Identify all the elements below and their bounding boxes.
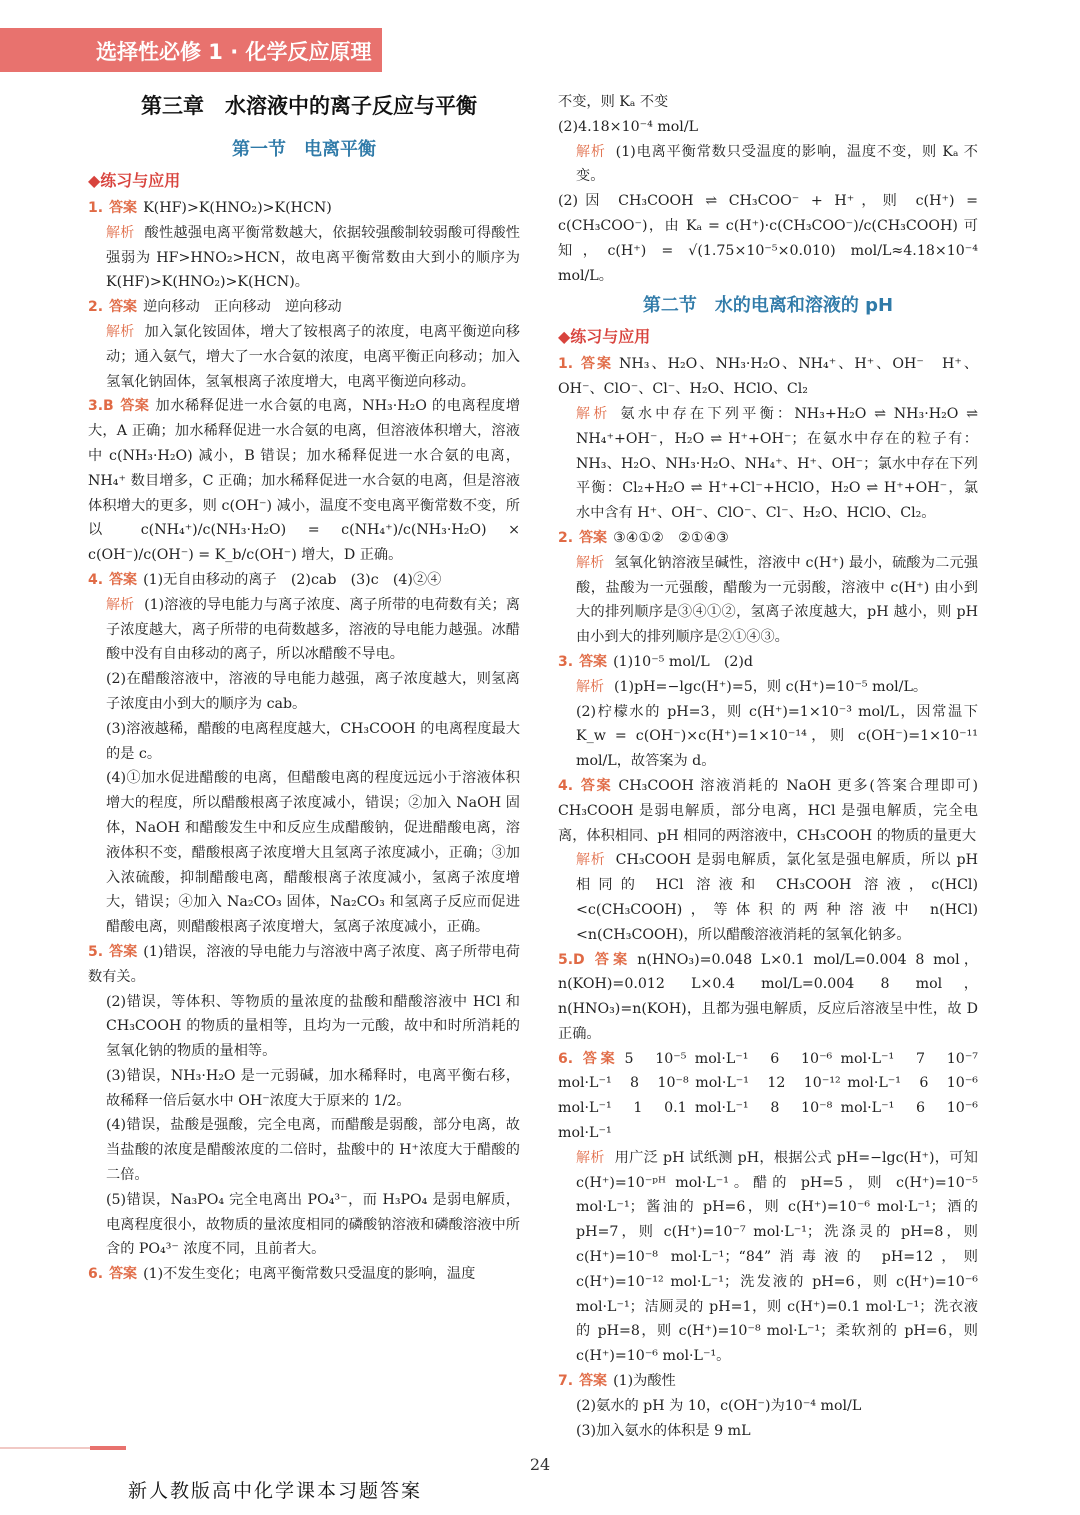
answer-number: 1. [558, 356, 574, 373]
text-block [558, 526, 978, 551]
analysis-text: 用广泛 pH 试纸测 pH，根据公式 pH=−lgc(H⁺)，可知 c(H⁺)=10⁻ᵖᴴ mol·L⁻¹。醋的 pH=5，则 c(H⁺)=10⁻⁵ mol·L⁻¹；酱油的 pH=6，则 c(H⁺)=10⁻⁶ mol·L⁻¹；酒的 pH=7，则 c(H⁺)=10⁻⁷ mol·L⁻¹；洗涤灵的 pH=8，则 c(H⁺)=10⁻⁸ mol·L⁻¹；“84”消毒液的 pH=12，则 c(H⁺)=10⁻¹² mol·L⁻¹；洗发液的 pH=6，则 c(H⁺)=10⁻⁶ mol·L⁻¹；洁厕灵的 pH=1，则 c(H⁺)=0.1 mol·L⁻¹；洗衣液的 pH=8，则 c(H⁺)=10⁻⁸ mol·L⁻¹；柔软剂的 pH=6，则 c(H⁺)=10⁻⁶ mol·L⁻¹。 [576, 1149, 978, 1365]
text-block [88, 766, 520, 940]
text-block [558, 140, 978, 190]
analysis-text: 加入氯化铵固体，增大了铵根离子的浓度，电离平衡逆向移动；通入氨气，增大了一水合氨的浓度，电离平衡正向移动；加入氢氧化钠固体，氢氧根离子浓度增大，电离平衡逆向移动。 [106, 323, 520, 390]
text-block [558, 352, 978, 402]
answer-tag: 答案 [579, 1050, 619, 1067]
answer-text: NH₃、H₂O、NH₃·H₂O、NH₄⁺、H⁺、OH⁻ H⁺、OH⁻、ClO⁻、Cl⁻、H₂O、HClO、Cl₂ [558, 356, 979, 398]
text-block [88, 221, 520, 295]
answer-text: (1)不发生变化；电离平衡常数只受温度的影响，温度 [143, 1266, 476, 1283]
answer-tag: 答案 [579, 1373, 608, 1390]
answer-tag: 答案 [109, 1266, 138, 1283]
text-block [558, 948, 978, 1047]
answer-tag: 答案 [579, 777, 613, 794]
answer-text: (1)无自由移动的离子 (2)cab (3)c (4)②④ [143, 571, 442, 588]
text-block [88, 990, 520, 1064]
paragraph-text: (4)①加水促进醋酸的电离，但醋酸电离的程度远远小于溶液体积增大的程度，所以醋酸根离子浓度减小，错误；②加入 NaOH 固体，NaOH 和醋酸发生中和反应生成醋酸钠，促进醋酸电离，溶液体积不变，醋酸根离子浓度增大且氢离子浓度减小，正确；③加入浓硫酸，抑制醋酸电离，醋酸根离子浓度减小，氢离子浓度增大，错误；④加入 Na₂CO₃ 固体，Na₂CO₃ 和氢离子反应而促进醋酸电离，则醋酸根离子浓度增大，氢离子浓度减小，正确。 [106, 770, 520, 936]
answer-tag: 答案 [579, 356, 613, 373]
answer-number: 2. [558, 529, 574, 546]
text-block [558, 1419, 978, 1444]
analysis-tag: 解析 [576, 1149, 605, 1166]
answer-number: 5. [88, 943, 104, 960]
paragraph-text: (2)在醋酸溶液中，溶液的导电能力越强，离子浓度越大，则氢离子浓度由小到大的顺序为 cab。 [106, 671, 520, 712]
answer-number: 5.D [558, 951, 585, 968]
text-block [558, 650, 978, 675]
answer-text: (1)10⁻⁵ mol/L (2)d [613, 653, 753, 670]
book-title: 选择性必修 1 · 化学反应原理 [96, 40, 372, 64]
practice-heading-1: ◆练习与应用 [88, 171, 181, 190]
section-title-1: 第一节 电离平衡 [232, 139, 376, 160]
text-block [88, 940, 520, 990]
text-block [558, 774, 993, 848]
footer-title: 新人教版高中化学课本习题答案 [128, 1480, 423, 1502]
answer-text: 加水稀释促进一水合氨的电离，NH₃·H₂O 的电离程度增大，A 正确；加水稀释促进一水合氨的电离，但溶液体积增大，溶液中 c(NH₃·H₂O) 减小，B 错误；加水稀释促进一水合氨的电离，NH₄⁺ 数目增多，C 正确；加水稀释促进一水合氨的电离，但是溶液体积增大的更多，则 c(OH⁻) 减小，温度不变电离平衡常数不变，所以 c(NH₄⁺)/c(NH₃·H₂O) = c(NH₄⁺)/c(NH₃·H₂O) × c(OH⁻)/c(OH⁻) = K_b/c(OH⁻) 增大，D 正确。 [88, 398, 521, 564]
page-number: 24 [529, 1455, 551, 1474]
answer-tag: 答案 [579, 529, 608, 546]
answer-number: 2. [88, 299, 104, 316]
text-block [558, 848, 978, 947]
analysis-text: (1)溶液的导电能力与离子浓度、离子所带的电荷数有关；离子浓度越大，离子所带的电荷数越多，溶液的导电能力越强。冰醋酸中没有自由移动的离子，所以冰醋酸不导电。 [106, 596, 520, 663]
analysis-text: CH₃COOH 是弱电解质，氯化氢是强电解质，所以 pH 相同的 HCl 溶液和 CH₃COOH 溶液，c(HCl)<c(CH₃COOH)，等体积的两种溶液中 n(HCl)<n(CH₃COOH)，所以醋酸溶液消耗的氢氧化钠多。 [576, 852, 979, 943]
answer-list-right [558, 352, 993, 1443]
paragraph-text: (2)柠檬水的 pH=3，则 c(H⁺)=1×10⁻³ mol/L，因常温下 K_w = c(OH⁻)×c(H⁺)=1×10⁻¹⁴，则 c(OH⁻)=1×10⁻¹¹ mol/L，故答案为 d。 [576, 703, 978, 770]
right-column [558, 90, 993, 1443]
analysis-tag: 解析 [576, 405, 611, 422]
answer-number: 3.B [88, 398, 114, 415]
paragraph-text: (2)因 CH₃COOH ⇌ CH₃COO⁻ + H⁺，则 c(H⁺) = c(CH₃COO⁻)，由 Kₐ = c(H⁺)·c(CH₃COO⁻)/c(CH₃COOH) 可知，c(H⁺) = √(1.75×10⁻⁵×0.010) mol/L≈4.18×10⁻⁴ mol/L。 [558, 193, 978, 284]
analysis-tag: 解析 [576, 554, 605, 571]
text-block [558, 115, 978, 140]
analysis-text: (1)pH=−lgc(H⁺)=5，则 c(H⁺)=10⁻⁵ mol/L。 [614, 678, 928, 695]
paragraph-text: (3)溶液越稀，醋酸的电离程度越大，CH₃COOH 的电离程度最大的是 c。 [106, 720, 520, 762]
answer-text: ③④①② ②①④③ [613, 529, 730, 546]
answer-list-right-top [558, 90, 978, 288]
text-block [558, 1146, 978, 1369]
answer-number: 6. [558, 1050, 574, 1067]
footer-accent [90, 1446, 126, 1450]
text-block [558, 551, 978, 650]
analysis-tag: 解析 [576, 143, 606, 160]
left-column [88, 90, 520, 1287]
analysis-tag: 解析 [106, 323, 135, 340]
answer-tag: 答案 [109, 200, 138, 216]
answer-text: 5 10⁻⁵ mol·L⁻¹ 6 10⁻⁶ mol·L⁻¹ 7 10⁻⁷ mol·L⁻¹ 8 10⁻⁸ mol·L⁻¹ 12 10⁻¹² mol·L⁻¹ 6 10⁻⁶ mol·L⁻¹ 1 0.1 mol·L⁻¹ 8 10⁻⁸ mol·L⁻¹ 6 10⁻⁶ mol·L⁻¹ [558, 1050, 978, 1142]
answer-text: (1)为酸性 [613, 1373, 676, 1390]
answer-number: 3. [558, 653, 574, 670]
paragraph-text: (3)错误，NH₃·H₂O 是一元弱碱，加水稀释时，电离平衡右移，故稀释一倍后氨水中 OH⁻浓度大于原来的 1/2。 [106, 1067, 520, 1109]
answer-number: 7. [558, 1373, 574, 1390]
text-block [558, 1394, 978, 1419]
answer-tag: 答案 [579, 653, 608, 670]
answer-tag: 答案 [109, 299, 138, 316]
answer-tag: 答案 [109, 943, 138, 960]
analysis-text: (1)电离平衡常数只受温度的影响，温度不变，则 Kₐ 不变。 [576, 143, 978, 185]
paragraph-text: (4)错误，盐酸是强酸，完全电离，而醋酸是弱酸，部分电离，故当盐酸的浓度是醋酸浓度的二倍时，盐酸中的 H⁺浓度大于醋酸的二倍。 [106, 1117, 520, 1184]
text-block [88, 717, 520, 767]
paragraph-text: (2)错误，等体积、等物质的量浓度的盐酸和醋酸溶液中 HCl 和 CH₃COOH 的物质的量相等，且均为一元酸，故中和时所消耗的氢氧化钠的物质的量相等。 [106, 993, 520, 1060]
analysis-tag: 解析 [106, 224, 135, 241]
answer-number: 6. [88, 1266, 104, 1283]
answer-number: 1. [88, 200, 104, 216]
text-block [88, 1262, 520, 1287]
paragraph-text: (2)4.18×10⁻⁴ mol/L [558, 118, 699, 135]
footer-rule [0, 1447, 90, 1449]
text-block [558, 90, 978, 115]
section-title-2: 第二节 水的电离和溶液的 pH [642, 295, 894, 317]
paragraph-text: 不变，则 Kₐ 不变 [558, 94, 669, 110]
paragraph-text: (5)错误，Na₃PO₄ 完全电离出 PO₄³⁻，而 H₃PO₄ 是弱电解质，电离程度很小，故物质的量浓度相同的磷酸钠溶液和磷酸溶液中所含的 PO₄³⁻ 浓度不同，且前者大。 [106, 1191, 520, 1258]
answer-number: 4. [88, 571, 104, 588]
answer-tag: 答案 [109, 571, 138, 588]
paragraph-text: (2)氨水的 pH 为 10，c(OH⁻)为10⁻⁴ mol/L [576, 1397, 862, 1414]
answer-text: (1)错误，溶液的导电能力与溶液中离子浓度、离子所带电荷数有关。 [88, 943, 520, 985]
answer-tag: 答案 [590, 951, 632, 968]
analysis-tag: 解析 [576, 678, 604, 695]
text-block [88, 667, 520, 717]
text-block [558, 1369, 978, 1394]
answer-text: n(HNO₃)=0.048 L×0.1 mol/L=0.004 8 mol，n(KOH)=0.012 L×0.4 mol/L=0.004 8 mol，n(HNO₃)=n(KOH)，且都为强电解质，反应后溶液呈中性，故 D 正确。 [558, 951, 979, 1042]
answer-number: 4. [558, 777, 574, 794]
chapter-title: 第三章 水溶液中的离子反应与平衡 [141, 94, 477, 118]
analysis-text: 酸性越强电离平衡常数越大，依据较强酸制较弱酸可得酸性强弱为 HF>HNO₂>HCN，故电离平衡常数由大到小的顺序为 K(HF)>K(HNO₂)>K(HCN)。 [106, 224, 520, 291]
answer-text: K(HF)>K(HNO₂)>K(HCN) [143, 200, 332, 216]
text-block [88, 1113, 520, 1187]
text-block [88, 196, 520, 221]
text-block [88, 320, 520, 394]
text-block [558, 675, 978, 700]
answer-text: CH₃COOH 溶液消耗的 NaOH 更多(答案合理即可) CH₃COOH 是弱电解质，部分电离，HCl 是强电解质，完全电离，体积相同、pH 相同的两溶液中，CH₃COOH 的物质的量更大 [558, 777, 993, 844]
text-block [88, 1188, 520, 1262]
analysis-text: 氨水中存在下列平衡：NH₃+H₂O ⇌ NH₃·H₂O ⇌ NH₄⁺+OH⁻，H₂O ⇌ H⁺+OH⁻；在氨水中存在的粒子有：NH₃、H₂O、NH₃·H₂O、NH₄⁺、H⁺、OH⁻；氯水中存在下列平衡：Cl₂+H₂O ⇌ H⁺+Cl⁻+HClO，H₂O ⇌ H⁺+OH⁻，氯水中含有 H⁺、OH⁻、ClO⁻、Cl⁻、H₂O、HClO、Cl₂。 [576, 405, 978, 522]
answer-tag: 答案 [119, 398, 150, 415]
text-block [558, 402, 978, 526]
analysis-tag: 解析 [106, 596, 135, 613]
analysis-tag: 解析 [576, 852, 606, 869]
answer-text: 逆向移动 正向移动 逆向移动 [143, 299, 342, 316]
text-block [88, 593, 520, 667]
practice-heading-2: ◆练习与应用 [558, 327, 651, 347]
text-block [88, 394, 520, 568]
analysis-text: 氢氧化钠溶液呈碱性，溶液中 c(H⁺) 最小，硫酸为二元强酸，盐酸为一元强酸，醋酸为一元弱酸，溶液中 c(H⁺) 由小到大的排列顺序是③④①②，氢离子浓度越大，pH 越小，则 pH 由小到大的排列顺序是②①④③。 [576, 554, 979, 646]
paragraph-text: (3)加入氨水的体积是 9 mL [576, 1422, 751, 1439]
text-block [558, 189, 978, 288]
text-block [88, 1064, 520, 1114]
text-block [88, 295, 520, 320]
text-block [558, 700, 978, 774]
answer-list-left [88, 196, 520, 1287]
text-block [558, 1047, 978, 1146]
text-block [88, 568, 520, 593]
